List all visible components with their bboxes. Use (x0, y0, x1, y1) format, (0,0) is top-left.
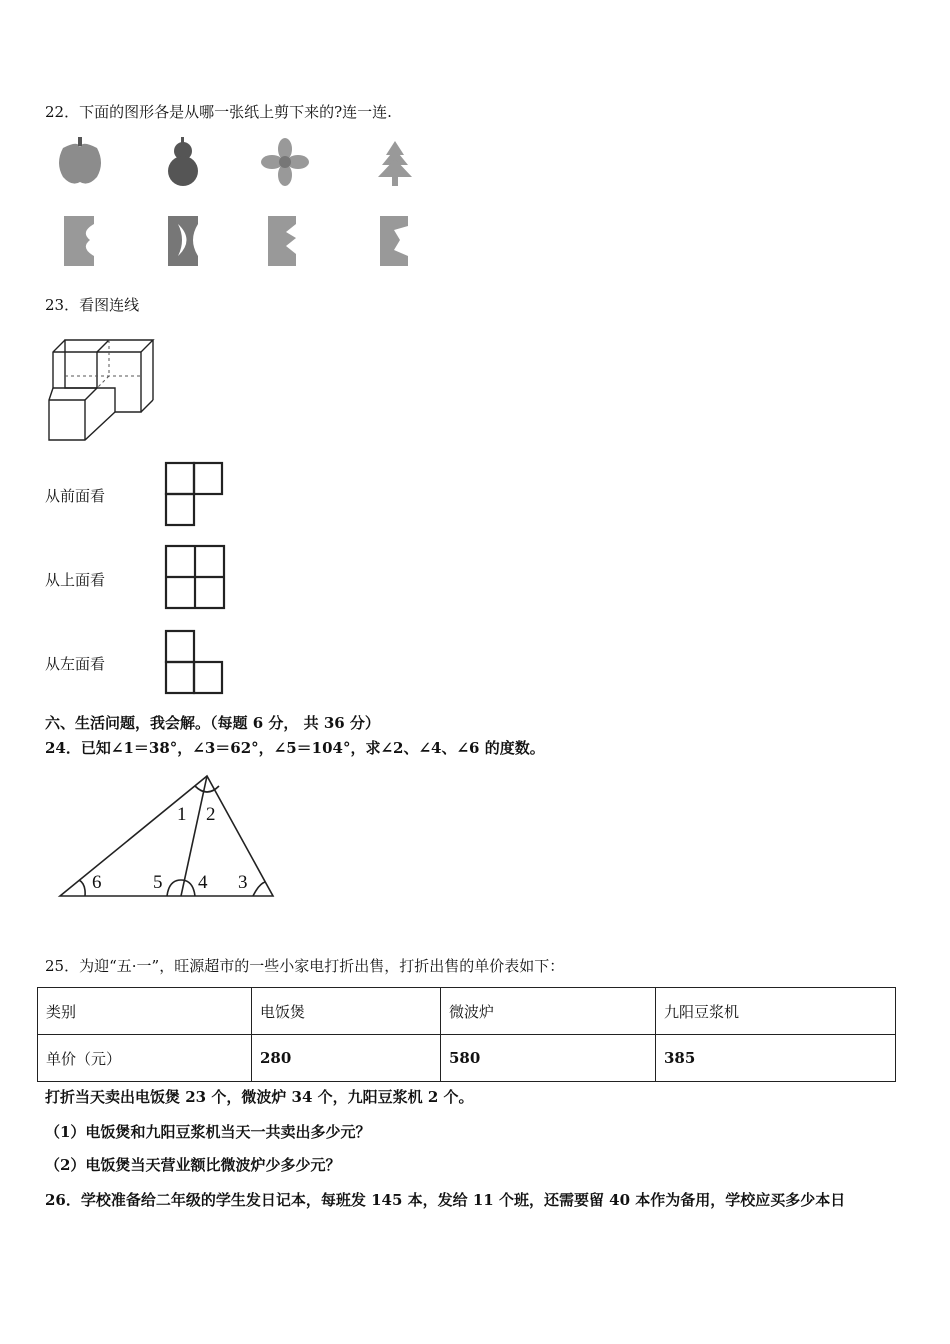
q23-title: 23．看图连线 (45, 296, 140, 314)
table-cell: 280 (252, 1035, 441, 1082)
section-6-heading: 六、生活问题，我会解。（每题 6 分， 共 36 分） (45, 714, 380, 732)
q24-title: 24．已知∠1＝38°，∠3＝62°，∠5＝104°，求∠2、∠4、∠6 的度数。 (45, 739, 545, 757)
paper-3-icon (268, 216, 296, 266)
angle-label-4: 4 (198, 872, 208, 893)
table-cell: 微波炉 (441, 988, 656, 1035)
table-cell: 九阳豆浆机 (656, 988, 896, 1035)
paper-1-icon (64, 216, 94, 266)
table-cell: 类别 (38, 988, 252, 1035)
cutout-shapes (50, 135, 430, 195)
cube-solid-figure (45, 328, 160, 443)
table-cell: 电饭煲 (252, 988, 441, 1035)
q25-title: 25．为迎“五·一”，旺源超市的一些小家电打折出售，打折出售的单价表如下： (45, 957, 565, 975)
q26-title: 26．学校准备给二年级的学生发日记本，每班发 145 本，发给 11 个班，还需要留 40 本作为备用，学校应买多少本日 (45, 1191, 846, 1209)
price-table (37, 987, 896, 1082)
apple-shape-icon (59, 137, 101, 184)
paper-4-icon (380, 216, 408, 266)
q25-sub-question-2: （2）电饭煲当天营业额比微波炉少多少元？ (45, 1156, 341, 1174)
view-left-label: 从左面看 (45, 655, 106, 673)
angle-label-5: 5 (153, 872, 163, 893)
gourd-shape-icon (168, 137, 198, 186)
q22-title: 22．下面的图形各是从哪一张纸上剪下来的?连一连. (45, 103, 392, 121)
front-view-grid (163, 460, 225, 528)
view-front-label: 从前面看 (45, 487, 106, 505)
table-cell: 580 (441, 1035, 656, 1082)
angle-label-3: 3 (238, 872, 248, 893)
table-cell: 385 (656, 1035, 896, 1082)
folded-papers (50, 210, 430, 272)
q25-sub-question-1: （1）电饭煲和九阳豆浆机当天一共卖出多少元？ (45, 1123, 371, 1141)
left-view-grid (163, 628, 225, 696)
table-row (38, 988, 896, 1035)
tree-shape-icon (378, 141, 412, 186)
paper-2-icon (168, 216, 198, 266)
table-cell: 单价（元） (38, 1035, 252, 1082)
top-view-grid (163, 543, 227, 611)
table-row (38, 1035, 896, 1082)
view-top-label: 从上面看 (45, 571, 106, 589)
angle-label-2: 2 (206, 804, 216, 825)
q25-sold-text: 打折当天卖出电饭煲 23 个，微波炉 34 个，九阳豆浆机 2 个。 (45, 1088, 474, 1106)
angle-label-6: 6 (92, 872, 102, 893)
flower-shape-icon (261, 138, 309, 186)
triangle-figure (55, 770, 285, 902)
angle-label-1: 1 (177, 804, 187, 825)
